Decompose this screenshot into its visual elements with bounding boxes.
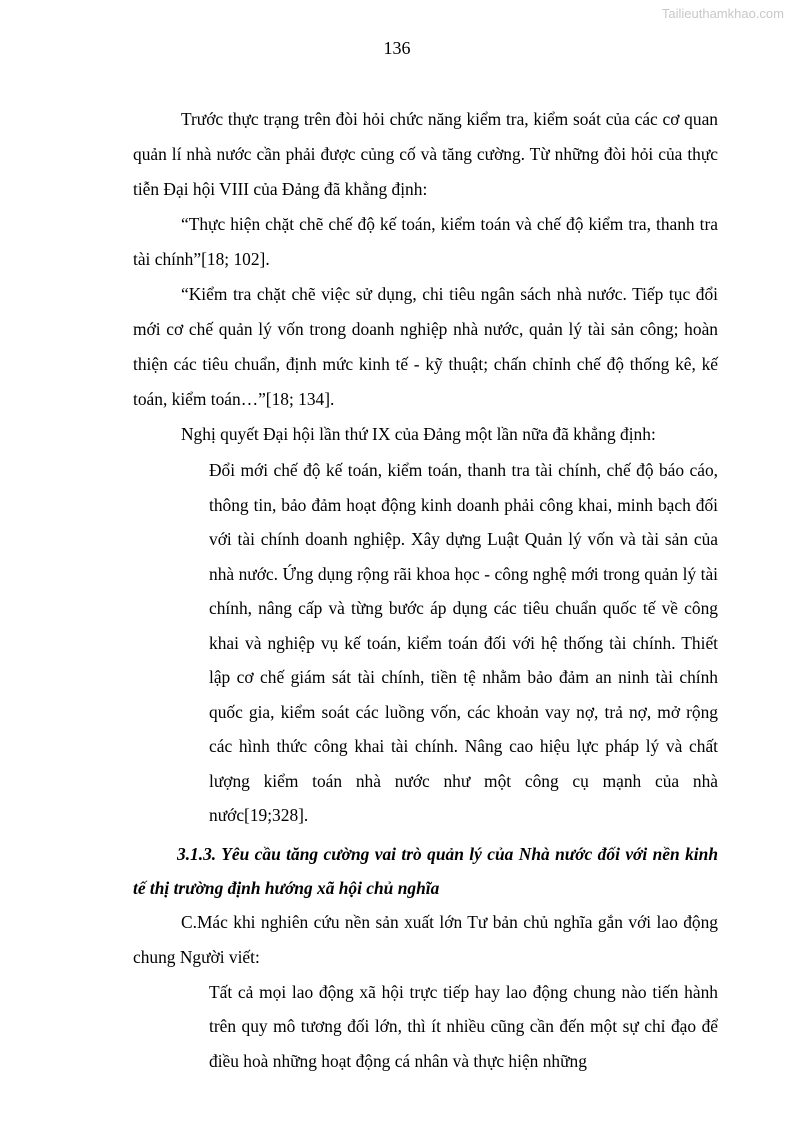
watermark: Tailieuthamkhao.com bbox=[661, 6, 784, 21]
paragraph-2: Nghị quyết Đại hội lần thứ IX của Đảng một lần nữa đã khẳng định: bbox=[181, 424, 656, 444]
paragraph-3: C.Mác khi nghiên cứu nền sản xuất lớn Tư bản chủ nghĩa gắn với lao động chung Người viết: bbox=[133, 911, 718, 967]
paragraph-quote-2: “Kiểm tra chặt chẽ việc sử dụng, chi tiêu ngân sách nhà nước. Tiếp tục đổi mới cơ chế quản lý vốn trong doanh nghiệp nhà nước, quản lý tài sản công; hoàn thiện các tiêu chuẩn, định mức kinh tế - kỹ thuật; chấn chỉnh chế độ thống kê, kế toán, kiểm toán…”[18; 134]. bbox=[133, 284, 718, 409]
paragraph-1: Trước thực trạng trên đòi hỏi chức năng kiểm tra, kiểm soát của các cơ quan quản lí nhà nước cần phải được củng cố và tăng cường. Từ những đòi hỏi của thực tiễn Đại hội VIII của Đảng đã khẳng định: bbox=[133, 109, 718, 199]
paragraph-quote-1: “Thực hiện chặt chẽ chế độ kế toán, kiểm toán và chế độ kiểm tra, thanh tra tài chính”[18; 102]. bbox=[133, 214, 718, 269]
page-number: 136 bbox=[383, 38, 411, 58]
block-quote-2: Tất cả mọi lao động xã hội trực tiếp hay lao động chung nào tiến hành trên quy mô tương đối lớn, thì ít nhiều cũng cần đến một sự chỉ đạo để điều hoà những hoạt động cá nhân và thực hiện những bbox=[209, 981, 718, 1071]
document-body bbox=[133, 102, 718, 1078]
section-heading: 3.1.3. Yêu cầu tăng cường vai trò quản lý của Nhà nước đối với nền kinh tế thị trường định hướng xã hội chủ nghĩa bbox=[133, 843, 718, 898]
block-quote-1: Đổi mới chế độ kế toán, kiểm toán, thanh tra tài chính, chế độ báo cáo, thông tin, bảo đảm hoạt động kinh doanh phải công khai, minh bạch đối với tài chính doanh nghiệp. Xây dựng Luật Quản lý vốn và tài sản của nhà nước. Ứng dụng rộng rãi khoa học - công nghệ mới trong quản lý tài chính, nâng cấp và từng bước áp dụng các tiêu chuẩn quốc tế về công khai và nghiệp vụ kế toán, kiểm toán đối với hệ thống tài chính. Thiết lập cơ chế giám sát tài chính, tiền tệ nhằm bảo đảm an ninh tài chính quốc gia, kiểm soát các luồng vốn, các khoản vay nợ, trả nợ, mở rộng các hình thức công khai tài chính. Nâng cao hiệu lực pháp lý và chất lượng kiểm toán nhà nước như một công cụ mạnh của nhà nước[19;328]. bbox=[209, 460, 718, 825]
